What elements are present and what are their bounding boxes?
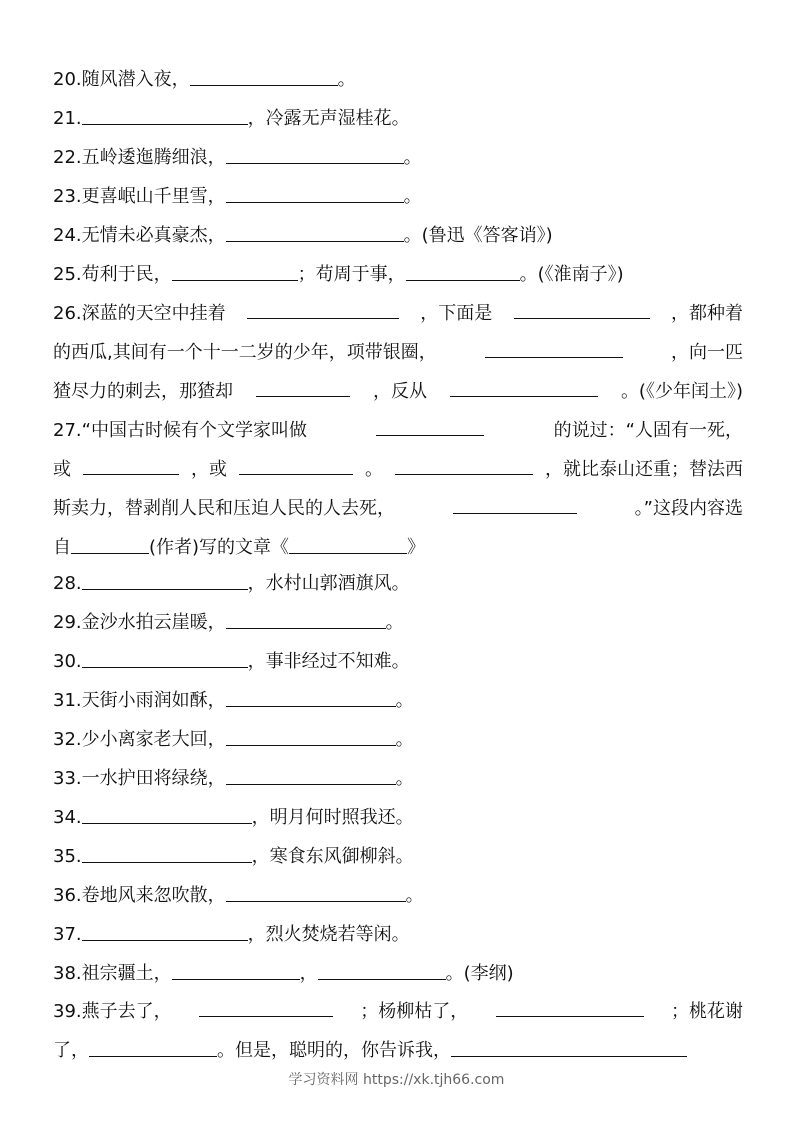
answer-blank[interactable] (190, 68, 338, 86)
question-text: ，寒食东风御柳斜。 (251, 846, 414, 867)
answer-blank[interactable] (239, 457, 353, 475)
question-text: ，反从 (372, 381, 427, 402)
question-text: 23.更喜岷山千里雪， (53, 186, 226, 207)
question-text: 。(《淮南子》) (519, 264, 624, 285)
question-text: ，明月何时照我还。 (251, 807, 414, 828)
question-line (53, 649, 743, 675)
question-text: 自 (53, 537, 71, 558)
answer-blank[interactable] (82, 923, 248, 941)
answer-blank[interactable] (82, 806, 252, 824)
question-text: ，都种着 (670, 303, 743, 324)
question-text: 22.五岭逶迤腾细浪， (53, 147, 226, 168)
answer-blank[interactable] (82, 845, 252, 863)
question-line (53, 457, 743, 483)
answer-blank[interactable] (226, 884, 406, 902)
answer-blank[interactable] (318, 962, 446, 980)
answer-blank[interactable] (256, 379, 350, 397)
question-text: 30. (53, 651, 82, 672)
question-text: ，或 (191, 459, 227, 480)
question-text: 猹尽力的刺去，那猹却 (53, 381, 233, 402)
question-text: ，冷露无声湿桂花。 (247, 108, 410, 129)
question-text: 34. (53, 807, 82, 828)
question-line (53, 999, 743, 1025)
question-text: ；杨柳枯了， (360, 1001, 469, 1022)
question-text: ，下面是 (420, 303, 493, 324)
answer-blank[interactable] (453, 496, 577, 514)
answer-blank[interactable] (82, 107, 248, 125)
answer-blank[interactable] (395, 457, 533, 475)
question-text: 。 (405, 885, 424, 906)
question-text: 25.苟利于民， (53, 264, 172, 285)
question-text: ；桃花谢 (670, 1001, 743, 1022)
question-text: ， (299, 963, 318, 984)
question-text: 27.“中国古时候有个文学家叫做 (53, 420, 307, 441)
question-line (53, 571, 743, 597)
answer-blank[interactable] (82, 650, 248, 668)
answer-blank[interactable] (226, 224, 404, 242)
question-text: 24.无情未必真豪杰， (53, 225, 226, 246)
question-text: 39.燕子去了， (53, 1001, 172, 1022)
question-text: 38.祖宗疆土， (53, 963, 172, 984)
question-line (53, 535, 743, 561)
answer-blank[interactable] (226, 185, 404, 203)
answer-blank[interactable] (226, 611, 386, 629)
question-line (53, 145, 743, 171)
question-text: 。 (403, 186, 422, 207)
question-text: 的说过：“人固有一死， (553, 420, 743, 441)
question-text: 28. (53, 573, 82, 594)
answer-blank[interactable] (406, 263, 520, 281)
question-line (53, 262, 743, 288)
answer-blank[interactable] (247, 301, 399, 319)
answer-blank[interactable] (172, 263, 298, 281)
question-text: 。(李纲) (445, 963, 514, 984)
question-line (53, 805, 743, 831)
question-text: 33.一水护田将绿绕， (53, 768, 226, 789)
question-text: 35. (53, 846, 82, 867)
answer-blank[interactable] (514, 301, 650, 319)
question-text: 了， (53, 1040, 89, 1061)
question-text: ，事非经过不知难。 (247, 651, 410, 672)
question-line (53, 922, 743, 948)
question-text: 。 (337, 69, 356, 90)
question-text: 。 (395, 729, 414, 750)
question-text: 或 (53, 459, 71, 480)
question-text: 。(《少年闰土》) (620, 381, 743, 402)
answer-blank[interactable] (226, 689, 396, 707)
question-text: 20.随风潜入夜， (53, 69, 190, 90)
footer-watermark: 学习资料网 https://xk.tjh66.com (288, 1072, 505, 1088)
question-line (53, 610, 743, 636)
question-text: 29.金沙水拍云崖暖， (53, 612, 226, 633)
question-line (53, 379, 743, 405)
question-text: (作者)写的文章《 (149, 537, 290, 558)
question-text: 。”这段内容选 (634, 498, 743, 519)
question-line (53, 688, 743, 714)
question-text: 21. (53, 108, 82, 129)
answer-blank[interactable] (485, 340, 623, 358)
question-line (53, 766, 743, 792)
question-text: 32.少小离家老大回， (53, 729, 226, 750)
question-line (53, 184, 743, 210)
answer-blank[interactable] (89, 1039, 217, 1057)
question-line (53, 418, 743, 444)
question-text: 。 (403, 147, 422, 168)
question-line (53, 727, 743, 753)
question-text: ，向一匹 (670, 342, 743, 363)
answer-blank[interactable] (82, 572, 248, 590)
question-line (53, 883, 743, 909)
question-line (53, 961, 743, 987)
question-line (53, 340, 743, 366)
answer-blank[interactable] (450, 379, 598, 397)
question-line (53, 223, 743, 249)
question-text: 。 (365, 459, 383, 480)
answer-blank[interactable] (83, 457, 179, 475)
question-line (53, 496, 743, 522)
question-line (53, 1038, 743, 1064)
question-text: 。但是，聪明的，你告诉我， (217, 1040, 451, 1061)
question-text: 。 (385, 612, 404, 633)
question-line (53, 67, 743, 93)
question-text: ，烈火焚烧若等闲。 (247, 924, 410, 945)
answer-blank[interactable] (289, 536, 407, 554)
question-text: 的西瓜,其间有一个十一二岁的少年，项带银圈， (53, 342, 437, 363)
answer-blank[interactable] (226, 767, 396, 785)
question-text: 。 (395, 768, 414, 789)
answer-blank[interactable] (376, 418, 484, 436)
question-text: ，就比泰山还重；替法西 (545, 459, 743, 480)
question-text: ，水村山郭酒旗风。 (247, 573, 410, 594)
question-text: 37. (53, 924, 82, 945)
answer-blank[interactable] (199, 999, 333, 1017)
question-text: 36.卷地风来忽吹散， (53, 885, 226, 906)
answer-blank[interactable] (226, 146, 404, 164)
answer-blank[interactable] (226, 728, 396, 746)
answer-blank[interactable] (496, 999, 644, 1017)
question-line (53, 106, 743, 132)
question-text: 斯卖力，替剥削人民和压迫人民的人去死， (53, 498, 395, 519)
answer-blank[interactable] (451, 1039, 687, 1057)
question-line (53, 301, 743, 327)
question-line (53, 844, 743, 870)
question-text: ；苟周于事， (297, 264, 406, 285)
question-text: 26.深蓝的天空中挂着 (53, 303, 226, 324)
question-text: 31.天街小雨润如酥， (53, 690, 226, 711)
question-text: 。 (395, 690, 414, 711)
question-text: 》 (407, 537, 426, 558)
answer-blank[interactable] (172, 962, 300, 980)
answer-blank[interactable] (71, 536, 149, 554)
question-text: 。(鲁迅《答客诮》) (403, 225, 553, 246)
